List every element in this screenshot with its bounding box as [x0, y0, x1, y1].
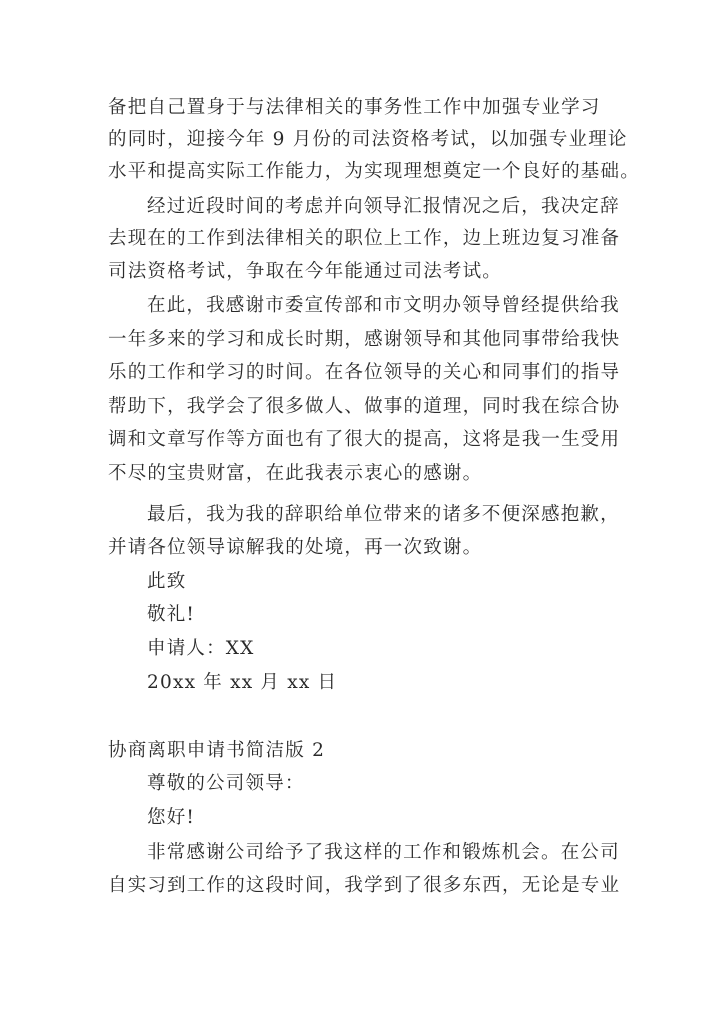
paragraph-4-line-1: 最后，我为我的辞职给单位带来的诸多不便深感抱歉，	[147, 504, 620, 525]
letter-2-hello: 您好!	[147, 807, 196, 828]
paragraph-3-line-1: 在此，我感谢市委宣传部和市文明办领导曾经提供给我	[147, 295, 620, 316]
letter-2-body-line-2: 自实习到工作的这段时间，我学到了很多东西，无论是专业	[108, 875, 621, 896]
closing-respect: 敬礼!	[147, 604, 196, 625]
closing-salutation: 此致	[147, 571, 187, 592]
closing-applicant: 申请人：XX	[147, 638, 255, 659]
paragraph-3-line-5: 调和文章写作等方面也有了很大的提高，这将是我一生受用	[108, 429, 621, 450]
letter-2-greeting: 尊敬的公司领导：	[147, 773, 305, 794]
paragraph-1-line-2: 的同时，迎接今年 9 月份的司法资格考试，以加强专业理论	[108, 129, 628, 150]
paragraph-4-line-2: 并请各位领导谅解我的处境，再一次致谢。	[108, 537, 483, 558]
paragraph-3-line-3: 乐的工作和学习的时间。在各位领导的关心和同事们的指导	[108, 362, 621, 383]
paragraph-3-line-4: 帮助下，我学会了很多做人、做事的道理，同时我在综合协	[108, 396, 621, 417]
letter-2-body-line-1: 非常感谢公司给予了我这样的工作和锻炼机会。在公司	[147, 842, 620, 863]
paragraph-1-line-3: 水平和提高实际工作能力，为实现理想奠定一个良好的基础。	[108, 161, 640, 182]
paragraph-3-line-2: 一年多来的学习和成长时期，感谢领导和其他同事带给我快	[108, 329, 621, 350]
paragraph-3-line-6: 不尽的宝贵财富，在此我表示衷心的感谢。	[108, 463, 483, 484]
paragraph-2-line-3: 司法资格考试，争取在今年能通过司法考试。	[108, 261, 503, 282]
paragraph-1-line-1: 备把自己置身于与法律相关的事务性工作中加强专业学习	[108, 97, 601, 118]
paragraph-2-line-1: 经过近段时间的考虑并向领导汇报情况之后，我决定辞	[147, 196, 620, 217]
closing-date: 20xx 年 xx 月 xx 日	[147, 672, 338, 693]
section-title: 协商离职申请书简洁版 2	[108, 740, 326, 761]
paragraph-2-line-2: 去现在的工作到法律相关的职位上工作，边上班边复习准备	[108, 228, 621, 249]
